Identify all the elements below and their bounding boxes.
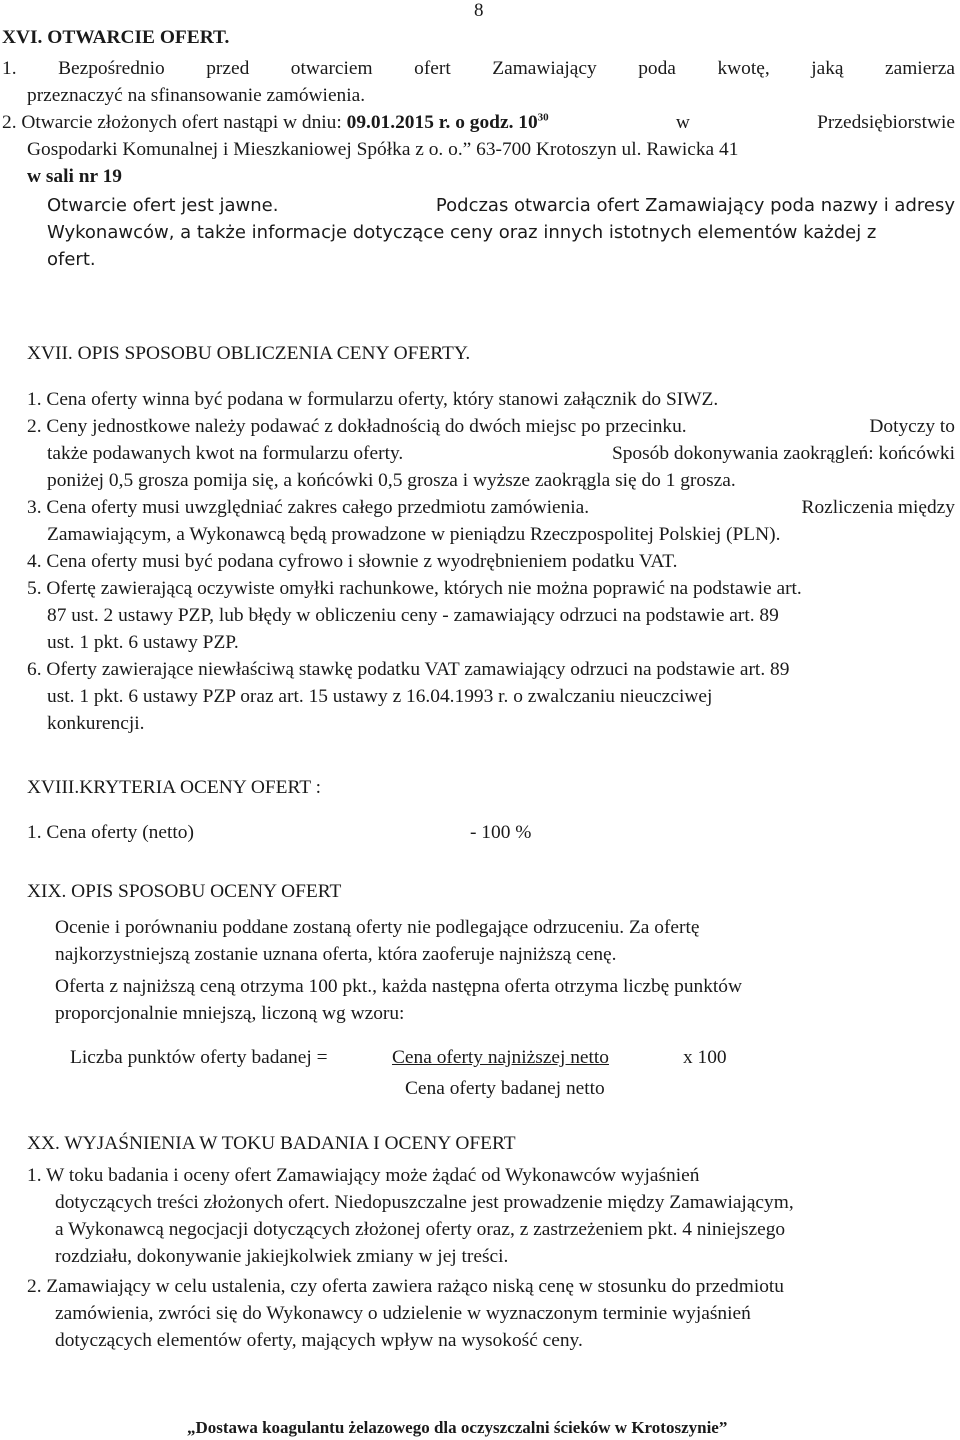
xvii-line8: 5. Ofertę zawierającą oczywiste omyłki rachunkowe, których nie można poprawić na podstawie art. — [27, 578, 802, 599]
xix-line3: Oferta z najniższą ceną otrzyma 100 pkt., każda następna oferta otrzyma liczbę punktów — [55, 976, 742, 997]
xx-item1-line2: dotyczących treści złożonych ofert. Niedopuszczalne jest prowadzenie między Zamawiającym, — [55, 1192, 794, 1213]
xvi-p3-line2: Wykonawców, a także informacje dotyczące ceny oraz innych istotnych elementów każdej z — [47, 222, 877, 243]
xvii-line1: 1. Cena oferty winna być podana w formularzu oferty, który stanowi załącznik do SIWZ. — [27, 389, 719, 410]
section-heading-xviii: XVIII.KRYTERIA OCENY OFERT : — [27, 777, 322, 798]
xx-item1-line3: a Wykonawcą negocjacji dotyczących złożonej oferty oraz, z zastrzeżeniem pkt. 4 niniejszego — [55, 1219, 786, 1240]
criterion-label: 1. Cena oferty (netto) — [27, 822, 194, 843]
xvii-line2: 2. Ceny jednostkowe należy podawać z dokładnością do dwóch miejsc po przecinku. Dotyczy to — [27, 416, 955, 437]
xvi-p2-line1: 2. Otwarcie złożonych ofert nastąpi w dniu: 09.01.2015 r. o godz. $10^{30}$ w Przedsiębiorstwie — [2, 111, 955, 133]
xx-item1-line4: rozdziału, dokonywanie jakiejkolwiek zmiany w jej treści. — [55, 1246, 509, 1267]
xvi-p2-line2: Gospodarki Komunalnej i Mieszkaniowej Spółka z o. o.” 63-700 Krotoszyn ul. Rawicka 41 — [27, 139, 739, 160]
xix-line4: proporcjonalnie mniejszą, liczoną wg wzoru: — [55, 1003, 405, 1024]
xvii-line10: ust. 1 pkt. 6 ustawy PZP. — [47, 632, 239, 653]
xvi-p1-line2: przeznaczyć na sfinansowanie zamówienia. — [27, 85, 366, 106]
xvi-p3-line3: ofert. — [47, 249, 96, 270]
xvii-line11: 6. Oferty zawierające niewłaściwą stawkę podatku VAT zamawiający odrzuci na podstawie art. 89 — [27, 659, 790, 680]
formula-numerator: Cena oferty najniższej netto — [392, 1047, 609, 1068]
section-heading-xx: XX. WYJAŚNIENIA W TOKU BADANIA I OCENY OFERT — [27, 1133, 516, 1154]
page-footer: „Dostawa koagulantu żelazowego dla oczyszczalni ścieków w Krotoszynie” — [187, 1418, 728, 1437]
xvii-line12: ust. 1 pkt. 6 ustawy PZP oraz art. 15 ustawy z 16.04.1993 r. o zwalczaniu nieuczciwej — [47, 686, 713, 707]
xvii-line9: 87 ust. 2 ustawy PZP, lub błędy w obliczeniu ceny - zamawiający odrzuci na podstawie art. 89 — [47, 605, 779, 626]
xx-item2-line2: zamówienia, zwróci się do Wykonawcy o udzielenie w wyznaczonym terminie wyjaśnień — [55, 1303, 751, 1324]
formula-multiplier: x 100 — [683, 1047, 727, 1068]
section-heading-xvii: XVII. OPIS SPOSOBU OBLICZENIA CENY OFERTY. — [27, 343, 471, 364]
section-heading-xix: XIX. OPIS SPOSOBU OCENY OFERT — [27, 881, 342, 902]
formula-denominator: Cena oferty badanej netto — [405, 1078, 605, 1099]
xvii-line4: poniżej 0,5 grosza pomija się, a końcówki 0,5 grosza i wyższe zaokrągla się do 1 grosza. — [47, 470, 736, 491]
xix-line1: Ocenie i porównaniu poddane zostaną oferty nie podlegające odrzuceniu. Za ofertę — [55, 917, 700, 938]
xvii-line7: 4. Cena oferty musi być podana cyfrowo i słownie z wyodrębnieniem podatku VAT. — [27, 551, 678, 572]
section-heading-xvi: XVI. OTWARCIE OFERT. — [2, 27, 230, 48]
page-number: 8 — [474, 0, 484, 21]
xvi-p1-line1: 1. Bezpośrednio przed otwarciem ofert Zamawiający poda kwotę, jaką zamierza — [2, 58, 955, 79]
criterion-weight: - 100 % — [470, 822, 532, 843]
xvi-p2-line3: w sali nr 19 — [27, 166, 122, 187]
xvii-line3: także podawanych kwot na formularzu oferty. Sposób dokonywania zaokrągleń: końcówki — [47, 443, 955, 464]
xvii-line13: konkurencji. — [47, 713, 145, 734]
formula-left: Liczba punktów oferty badanej = — [70, 1047, 328, 1068]
xx-item2-line1: 2. Zamawiający w celu ustalenia, czy oferta zawiera rażąco niską cenę w stosunku do przedmiotu — [27, 1276, 784, 1297]
xx-item2-line3: dotyczących elementów oferty, mających wpływ na wysokość ceny. — [55, 1330, 583, 1351]
xix-line2: najkorzystniejszą zostanie uznana oferta, która zaoferuje najniższą cenę. — [55, 944, 617, 965]
xvii-line6: Zamawiającym, a Wykonawcą będą prowadzone w pieniądzu Rzeczpospolitej Polskiej (PLN). — [47, 524, 781, 545]
xvii-line5: 3. Cena oferty musi uwzględniać zakres całego przedmiotu zamówienia. Rozliczenia między — [27, 497, 955, 518]
xx-item1-line1: 1. W toku badania i oceny ofert Zamawiający może żądać od Wykonawców wyjaśnień — [27, 1165, 700, 1186]
xvi-p3-line1: Otwarcie ofert jest jawne. Podczas otwarcia ofert Zamawiający poda nazwy i adresy — [47, 195, 955, 216]
